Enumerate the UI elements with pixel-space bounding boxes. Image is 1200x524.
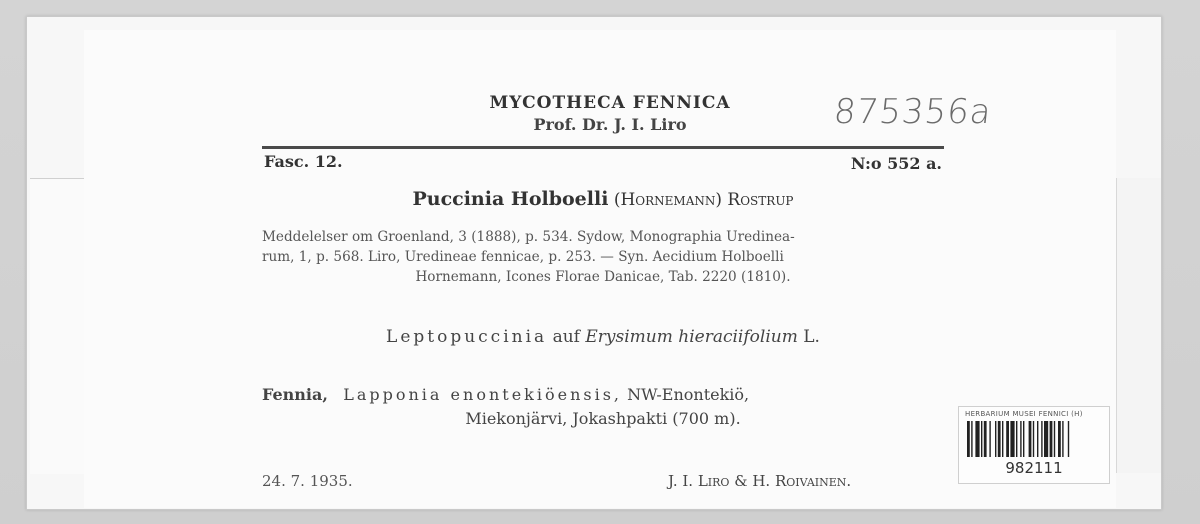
barcode-icon [967, 421, 1101, 457]
citation-line-2: rum, 1, p. 568. Liro, Uredineae fennicae, p. 253. — Syn. Aecidium Holboelli [262, 249, 784, 265]
handwritten-accession-number: 875356a [831, 92, 994, 132]
locality-line-2: Miekonjärvi, Jokashpakti (700 m). [465, 409, 741, 428]
header-rule [262, 146, 944, 149]
taxon-authors: (Hornemann) Rostrup [613, 190, 794, 210]
host-plant [262, 327, 944, 347]
barcode-sticker [958, 406, 1110, 484]
host-connector: auf [552, 327, 580, 347]
host-plant-name: Erysimum hieraciifolium [585, 327, 798, 347]
envelope-flap-left [30, 178, 89, 474]
barcode-caption: HERBARIUM MUSEI FENNICI (H) [965, 410, 1083, 418]
collection-title: MYCOTHECA FENNICA [489, 93, 731, 113]
fascicle-number: Fasc. 12. [264, 152, 343, 171]
species-name [262, 188, 944, 210]
locality-line-1: NW-Enontekiö, [627, 385, 750, 404]
collection-date: 24. 7. 1935. [262, 472, 353, 490]
collectors: J. I. Liro & H. Roivainen. [668, 472, 852, 490]
literature-citation [262, 227, 944, 287]
country: Fennia, [262, 385, 328, 404]
taxon-name: Puccinia Holboelli [412, 188, 609, 210]
host-authority: L. [803, 327, 820, 347]
barcode-number: 982111 [1005, 459, 1063, 477]
label-header [440, 93, 780, 134]
subgenus: Leptopuccinia [386, 327, 548, 347]
envelope-flap-right [1116, 178, 1161, 473]
editor-name: Prof. Dr. J. I. Liro [533, 115, 687, 134]
citation-line-1: Meddelelser om Groenland, 3 (1888), p. 534. Sydow, Monographia Uredinea- [262, 229, 795, 245]
citation-line-3: Hornemann, Icones Florae Danicae, Tab. 2220 (1810). [415, 269, 791, 285]
locality [262, 383, 944, 431]
province: Lapponia enontekiöensis, [343, 385, 622, 404]
exsiccata-number: N:o 552 a. [850, 154, 942, 173]
